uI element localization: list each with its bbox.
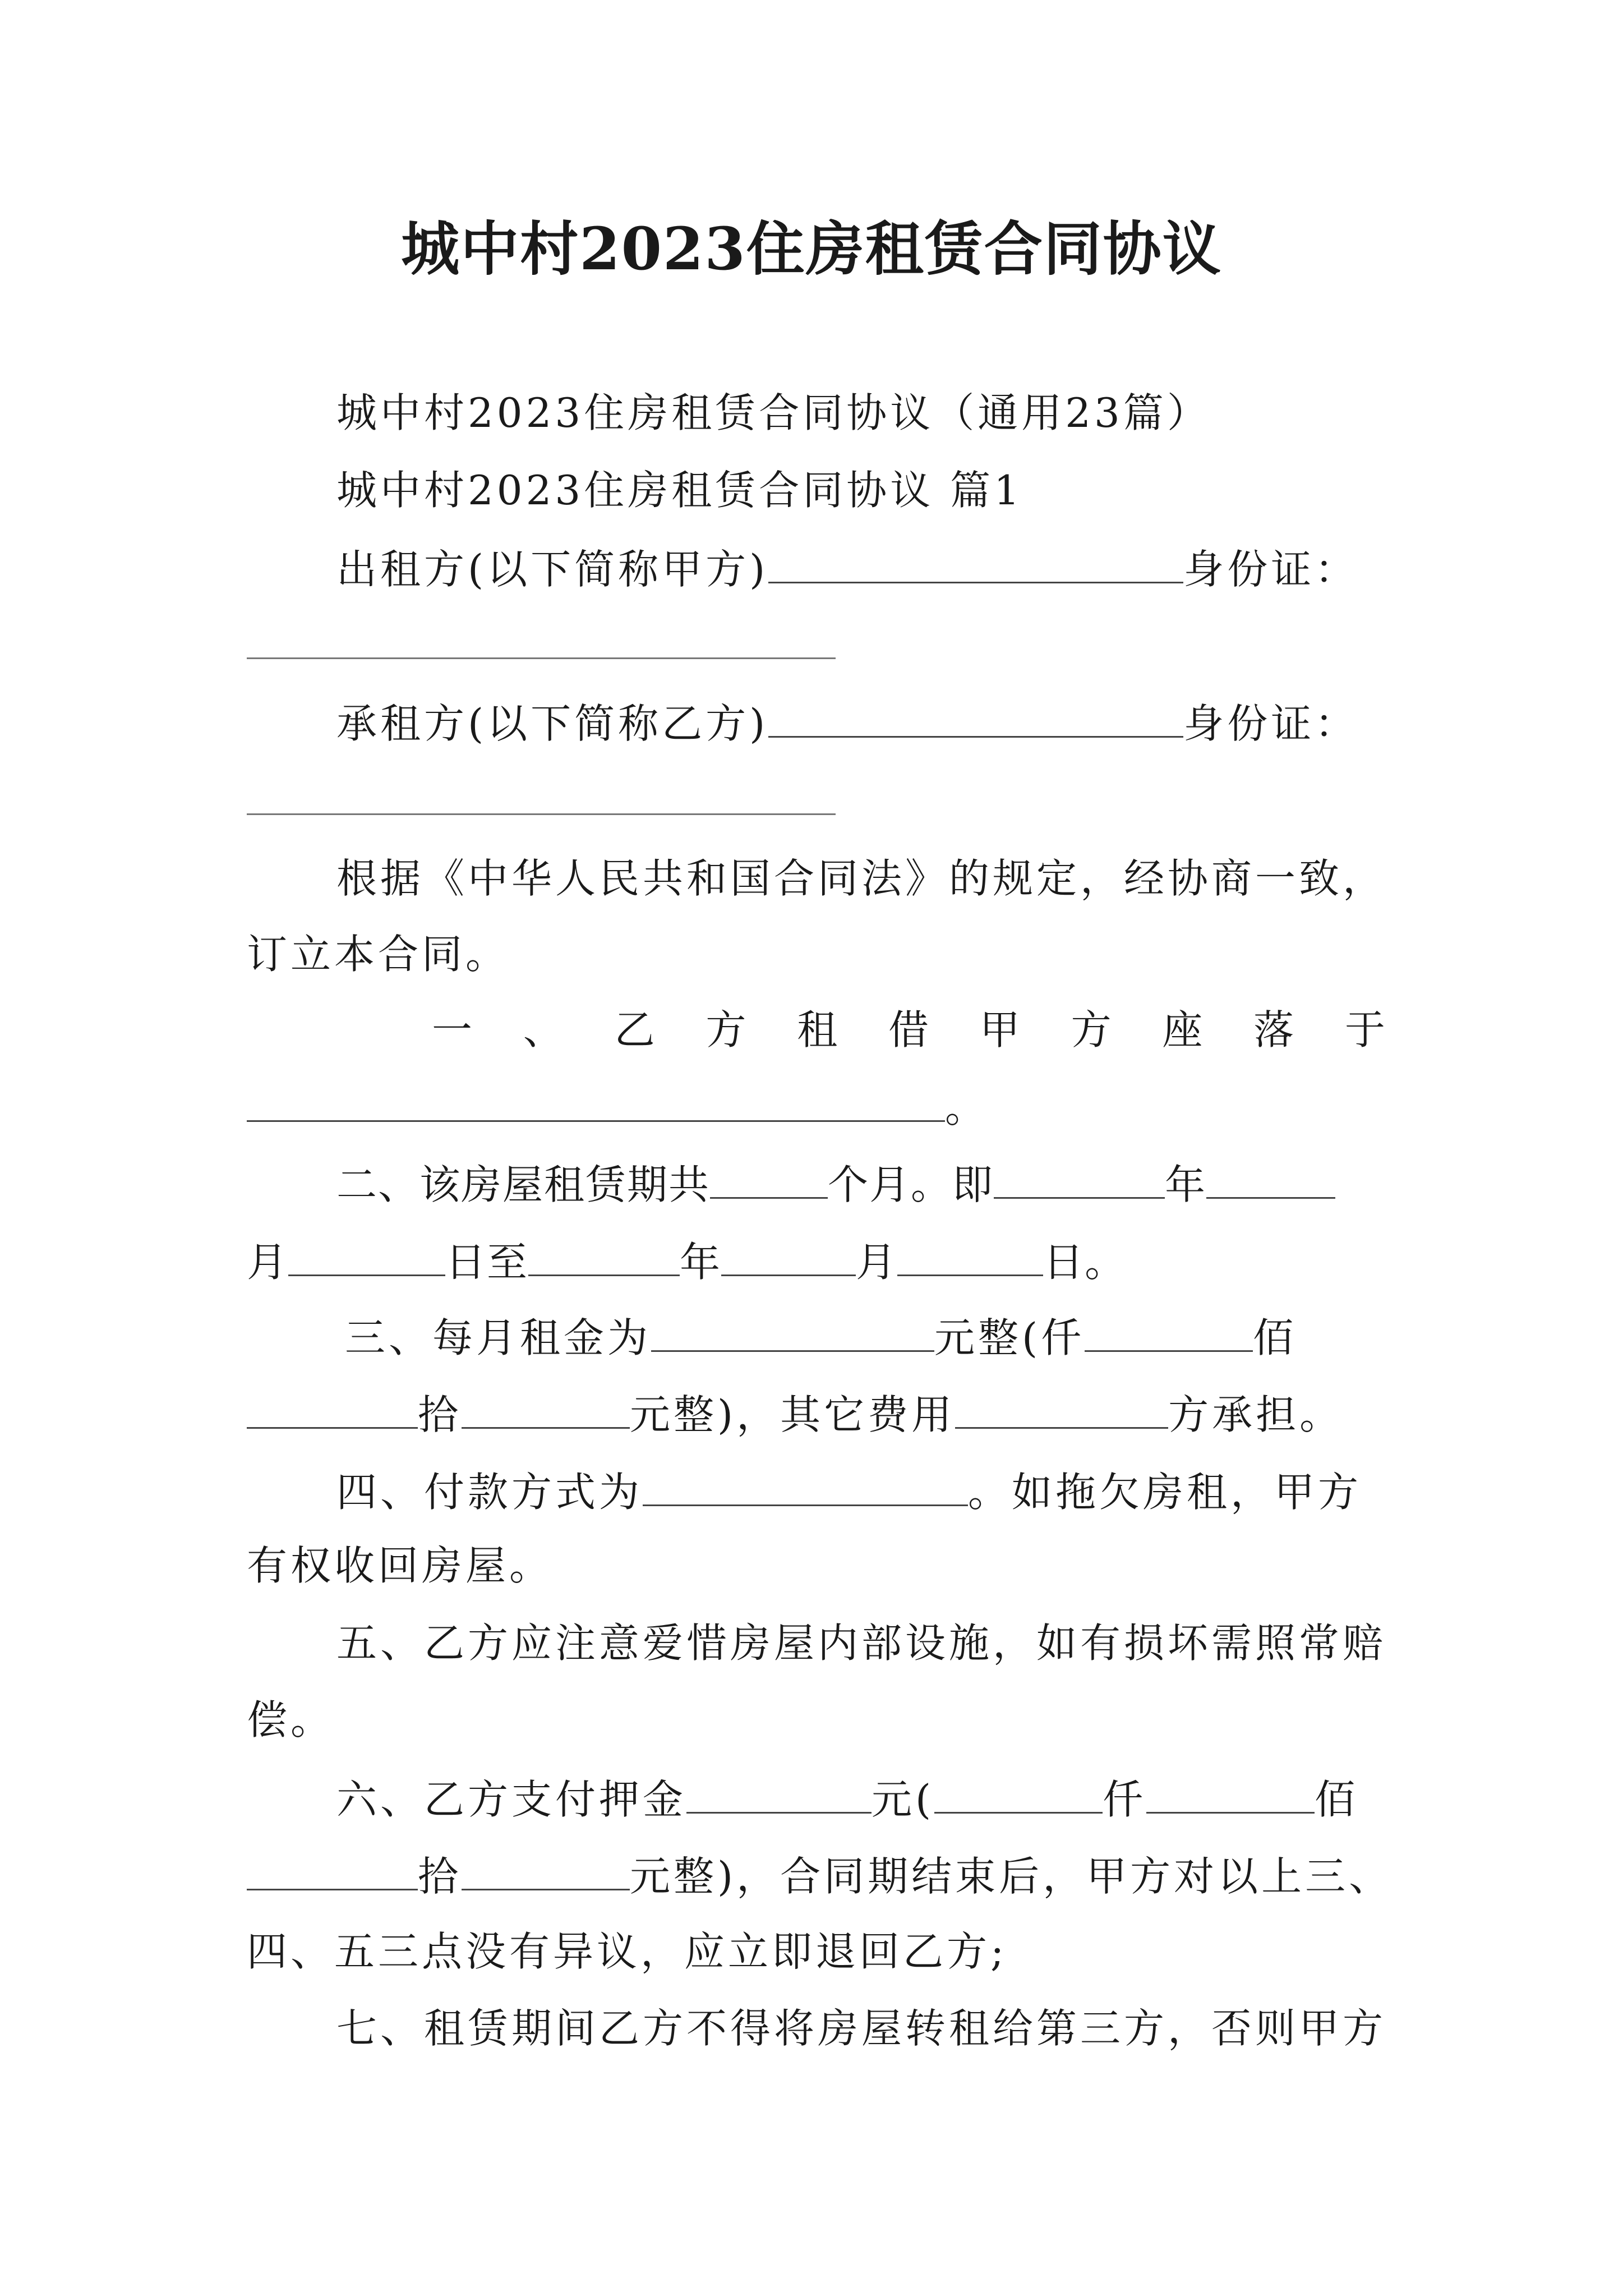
deposit-amount-blank[interactable]	[686, 1777, 872, 1814]
start-month-blank[interactable]	[1206, 1162, 1335, 1199]
address-blank[interactable]	[247, 1085, 945, 1122]
clause-2-line-2	[247, 1239, 1127, 1286]
clause-1-char: 乙	[614, 1006, 655, 1053]
end-day-blank[interactable]	[897, 1240, 1043, 1276]
clause-1-char: 座	[1162, 1006, 1203, 1053]
document-title: 城中村2023住房租赁合同协议	[401, 214, 1222, 283]
deposit-units-blank[interactable]	[462, 1854, 630, 1890]
deposit-hundreds-blank[interactable]	[1146, 1777, 1315, 1814]
clause-2-text: 年	[1165, 1161, 1207, 1208]
clause-4-text: 。如拖欠房租，甲方	[968, 1469, 1362, 1516]
clause-6-text: 元整)，合同期结束后，甲方对以上三、	[630, 1853, 1393, 1900]
section-heading: 城中村2023住房租赁合同协议 篇1	[336, 467, 1023, 514]
lessor-id-label: 身份证：	[1183, 546, 1359, 593]
clause-6-line-1	[336, 1776, 1359, 1823]
end-year-blank[interactable]	[528, 1240, 680, 1276]
clause-2-text: 二、该房屋租赁期共	[336, 1161, 711, 1208]
lessor-line	[336, 546, 1359, 593]
clause-1-char: 方	[706, 1006, 746, 1053]
clause-3-text: 方承担。	[1168, 1391, 1344, 1438]
monthly-rent-blank[interactable]	[651, 1315, 934, 1352]
clause-2-line-1	[336, 1161, 1335, 1208]
lessee-name-blank[interactable]	[768, 701, 1183, 738]
intro-line-2: 订立本合同。	[247, 931, 510, 978]
clause-2-text: 年	[680, 1239, 722, 1286]
clause-3-text: 元整)，其它费用	[630, 1391, 956, 1438]
lessor-name-blank[interactable]	[768, 547, 1183, 583]
document-subtitle: 城中村2023住房租赁合同协议（通用23篇）	[336, 389, 1211, 436]
clause-1-address-line	[247, 1084, 989, 1131]
deposit-thousands-blank[interactable]	[934, 1777, 1103, 1814]
clause-4-text: 四、付款方式为	[336, 1469, 643, 1516]
clause-1-char: 一	[432, 1006, 473, 1053]
clause-1-char: 落	[1253, 1006, 1294, 1053]
clause-1-char: 甲	[979, 1006, 1020, 1053]
start-year-blank[interactable]	[994, 1162, 1165, 1199]
rent-thousands-blank[interactable]	[1085, 1315, 1253, 1352]
lessee-line	[336, 700, 1359, 747]
clause-3-text: 三、每月租金为	[345, 1314, 652, 1361]
clause-6-line-3: 四、五三点没有异议，应立即退回乙方;	[247, 1928, 1008, 1975]
start-day-blank[interactable]	[288, 1240, 445, 1276]
clause-6-text: 仟	[1103, 1776, 1147, 1823]
clause-3-line-2	[247, 1391, 1344, 1438]
rent-tens-blank[interactable]	[462, 1392, 630, 1429]
clause-1-char: 租	[797, 1006, 838, 1053]
lessee-id-label: 身份证：	[1183, 700, 1359, 747]
clause-2-text: 月	[856, 1239, 898, 1286]
clause-3-line-1	[345, 1314, 1297, 1361]
clause-1-char: 借	[888, 1006, 929, 1053]
clause-2-text: 个月。即	[828, 1161, 994, 1208]
clause-2-text: 月	[247, 1239, 289, 1286]
clause-6-text: 元(	[872, 1776, 935, 1823]
clause-6-line-2	[247, 1853, 1393, 1900]
period-mark: 。	[945, 1084, 989, 1131]
clause-6-text: 拾	[418, 1853, 462, 1900]
clause-6-text: 佰	[1315, 1776, 1359, 1823]
clause-4-line-1	[336, 1469, 1362, 1516]
lease-months-blank[interactable]	[710, 1162, 828, 1199]
lessee-label: 承租方(以下简称乙方)	[336, 700, 769, 747]
lessor-id-blank[interactable]	[247, 657, 836, 659]
clause-2-text: 日。	[1043, 1239, 1127, 1286]
clause-1-char: 于	[1344, 1006, 1385, 1053]
intro-line-1: 根据《中华人民共和国合同法》的规定，经协商一致，	[336, 855, 1387, 902]
lessor-label: 出租方(以下简称甲方)	[336, 546, 769, 593]
clause-6-text: 六、乙方支付押金	[336, 1776, 687, 1823]
clause-3-text: 元整(仟	[934, 1314, 1085, 1361]
deposit-tens-blank[interactable]	[247, 1854, 418, 1890]
lessee-id-blank[interactable]	[247, 813, 836, 815]
rent-hundreds-blank[interactable]	[247, 1392, 418, 1429]
other-fees-party-blank[interactable]	[955, 1392, 1168, 1429]
clause-1-char: 、	[523, 1006, 564, 1053]
clause-3-text: 拾	[418, 1391, 462, 1438]
clause-4-line-2: 有权收回房屋。	[247, 1542, 554, 1589]
clause-1-char: 方	[1071, 1006, 1112, 1053]
end-month-blank[interactable]	[721, 1240, 856, 1276]
clause-5-line-2: 偿。	[247, 1696, 335, 1743]
clause-5-line-1: 五、乙方应注意爱惜房屋内部设施，如有损坏需照常赔	[336, 1619, 1387, 1667]
clause-3-text: 佰	[1253, 1314, 1297, 1361]
clause-7-line-1: 七、租赁期间乙方不得将房屋转租给第三方，否则甲方	[336, 2005, 1387, 2052]
clause-2-text: 日至	[445, 1239, 529, 1286]
payment-method-blank[interactable]	[643, 1470, 968, 1506]
clause-1-line	[432, 1006, 1385, 1053]
